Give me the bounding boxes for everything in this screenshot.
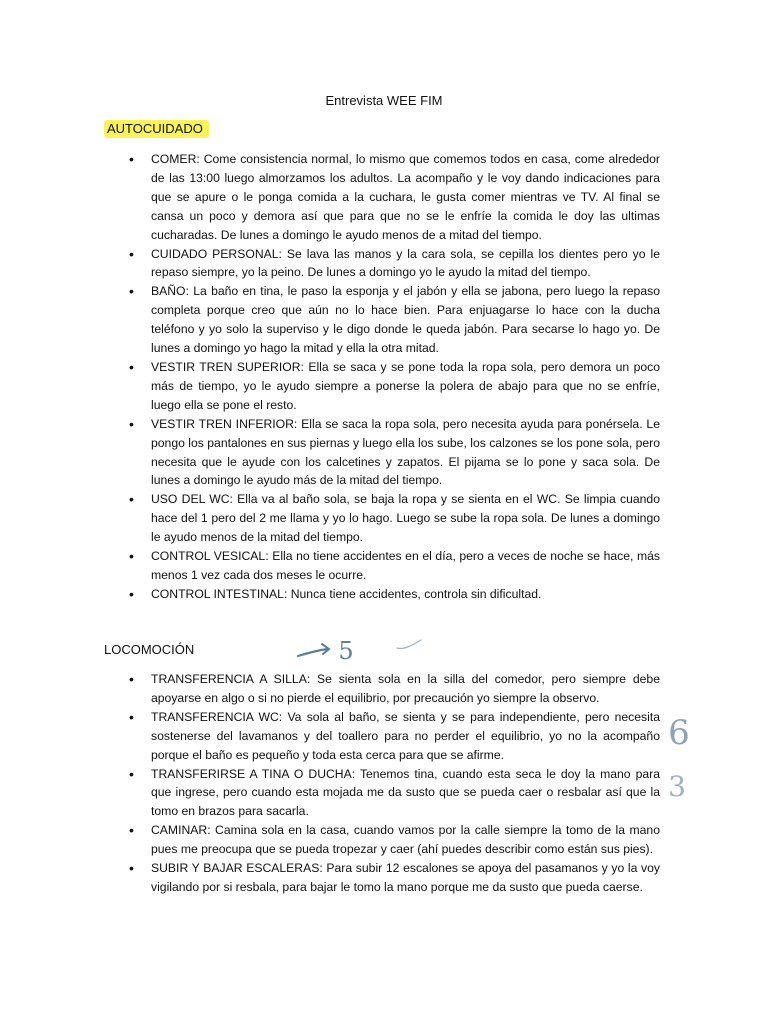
bullet-icon: • bbox=[129, 283, 134, 300]
item-text: Come consistencia normal, lo mismo que comemos todos en casa, come alrededor de las 13:00 luego almorzamos los adultos. La acompaño y le voy dando indicaciones para que se apure o le ponga comida a la cuchara, le gusta comer mientras ve TV. Al final se cansa un poco y demora así que para que no se le enfríe la comida le doy las ultimas cucharadas. De lunes a domingo le ayudo menos de a mitad del tiempo. bbox=[151, 152, 660, 242]
bullet-icon: • bbox=[129, 765, 134, 782]
item-text: Ella se saca la ropa sola, pero necesita ayuda para ponérsela. Le pongo los pantalones en sus piernas y luego ella los sube, los calzones se los pone sola, pero necesita que le ayude con los calcetines y zapatos. El pijama se lo pone y saca sola. De lunes a domingo le ayudo más de la mitad del tiempo. bbox=[151, 416, 660, 488]
document-title: Entrevista WEE FIM bbox=[325, 93, 443, 108]
bullet-icon: • bbox=[129, 585, 134, 602]
list-item bbox=[129, 358, 660, 415]
item-text: La baño en tina, le paso la esponja y el jabón y ella se jabona, pero luego la repaso completa porque creo que aún no lo hace bien. Para enjuagarse lo hace con la ducha teléfono y yo solo la superviso y le digo donde le queda jabón. Para secarse lo hago yo. De lunes a domingo yo hago la mitad y ella la otra mitad. bbox=[151, 284, 660, 356]
list-item bbox=[129, 585, 660, 604]
handwritten-score-3: 3 bbox=[668, 770, 686, 800]
item-text: Para subir 12 escalones se apoya del pasamanos y yo la voy vigilando por si resbala, para bajar le tomo la mano porque me da susto que pueda caerse. bbox=[151, 861, 660, 894]
handwritten-score-6-mark bbox=[664, 712, 694, 748]
item-text: Se sienta sola en la silla del comedor, pero siempre debe apoyarse en algo o si no pierde el equilibrio, por precaución yo siempre la observo. bbox=[151, 672, 660, 705]
item-label: VESTIR TREN SUPERIOR: bbox=[151, 359, 304, 374]
item-label: VESTIR TREN INFERIOR: bbox=[151, 416, 298, 431]
item-label: CONTROL VESICAL: bbox=[151, 549, 269, 564]
list-item bbox=[129, 670, 660, 708]
item-text: Ella va al baño sola, se baja la ropa y se sienta en el WC. Se limpia cuando hace del 1 pero del 2 me llama y yo lo hago. Luego se sube la ropa sola. De lunes a domingo le ayudo menos de la mitad del tiempo. bbox=[151, 492, 660, 545]
autocuidado-list bbox=[129, 150, 660, 604]
list-item bbox=[129, 765, 660, 822]
item-label: BAÑO: bbox=[151, 284, 189, 299]
item-label: CONTROL INTESTINAL: bbox=[151, 586, 288, 601]
list-item bbox=[129, 150, 660, 245]
highlighted-heading-text: AUTOCUIDADO bbox=[104, 120, 209, 138]
handwritten-arrow-score-mark bbox=[296, 636, 366, 664]
bullet-icon: • bbox=[129, 415, 134, 432]
section-heading-autocuidado bbox=[104, 120, 209, 138]
item-label: TRANSFERENCIA WC: bbox=[151, 709, 283, 724]
item-label: TRANSFERENCIA A SILLA: bbox=[151, 672, 311, 686]
item-label: USO DEL WC: bbox=[151, 492, 233, 507]
item-text: Va sola al baño, se sienta y se para independiente, pero necesita sostenerse del lavamanos y del toallero para no perder el equilibrio, yo no la acompaño porque el baño es pequeño y toda esta cerca para que se afirme. bbox=[151, 709, 660, 762]
item-text: Camina sola en la casa, cuando vamos por la calle siempre la tomo de la mano pues me preocupa que se pueda tropezar y caer (ahí puedes describir como están sus pies). bbox=[151, 823, 660, 857]
item-label: SUBIR Y BAJAR ESCALERAS: bbox=[151, 861, 323, 876]
item-text: Se lava las manos y la cara sola, se cepilla los dientes pero yo le repaso siempre, yo la peino. De lunes a domingo yo le ayudo la mitad del tiempo. bbox=[151, 246, 660, 280]
bullet-icon: • bbox=[129, 491, 134, 508]
item-text: Tenemos tina, cuando esta seca le doy la mano para que ingrese, pero cuando esta mojada me da susto que se pueda caer o resbalar así que la tomo en brazos para sacarla. bbox=[151, 766, 660, 819]
handwritten-score-3-mark bbox=[664, 768, 690, 800]
bullet-icon: • bbox=[129, 358, 134, 375]
handwritten-score-6: 6 bbox=[668, 713, 690, 748]
list-item bbox=[129, 708, 660, 765]
bullet-icon: • bbox=[129, 548, 134, 565]
item-text: Nunca tiene accidentes, controla sin dificultad. bbox=[287, 586, 542, 601]
locomocion-list bbox=[129, 670, 660, 897]
item-label: CAMINAR: bbox=[151, 823, 211, 838]
bullet-icon: • bbox=[129, 860, 134, 877]
item-text: Ella se saca y se pone toda la ropa sola, pero demora un poco más de tiempo, yo le ayudo siempre a ponerse la polera de abajo para que no se enfríe, luego ella se pone el resto. bbox=[151, 359, 660, 412]
handwritten-score-5: 5 bbox=[338, 637, 354, 664]
handwritten-stroke-mark bbox=[395, 638, 423, 652]
bullet-icon: • bbox=[129, 245, 134, 262]
list-item bbox=[129, 245, 660, 283]
bullet-icon: • bbox=[129, 822, 134, 839]
list-item bbox=[129, 547, 660, 585]
list-item bbox=[129, 282, 660, 358]
section-heading-locomocion: LOCOMOCIÓN bbox=[104, 642, 195, 657]
list-item bbox=[129, 821, 660, 859]
item-text: Ella no tiene accidentes en el día, pero a veces de noche se hace, más menos 1 vez cada dos meses le ocurre. bbox=[151, 549, 661, 582]
item-label: CUIDADO PERSONAL: bbox=[151, 246, 282, 261]
item-label: COMER: bbox=[151, 152, 200, 166]
bullet-icon: • bbox=[129, 151, 134, 167]
item-label: TRANSFERIRSE A TINA O DUCHA: bbox=[151, 766, 356, 781]
bullet-icon: • bbox=[129, 708, 134, 725]
list-item bbox=[129, 490, 660, 547]
bullet-icon: • bbox=[129, 671, 134, 687]
list-item bbox=[129, 415, 660, 491]
list-item bbox=[129, 859, 660, 897]
